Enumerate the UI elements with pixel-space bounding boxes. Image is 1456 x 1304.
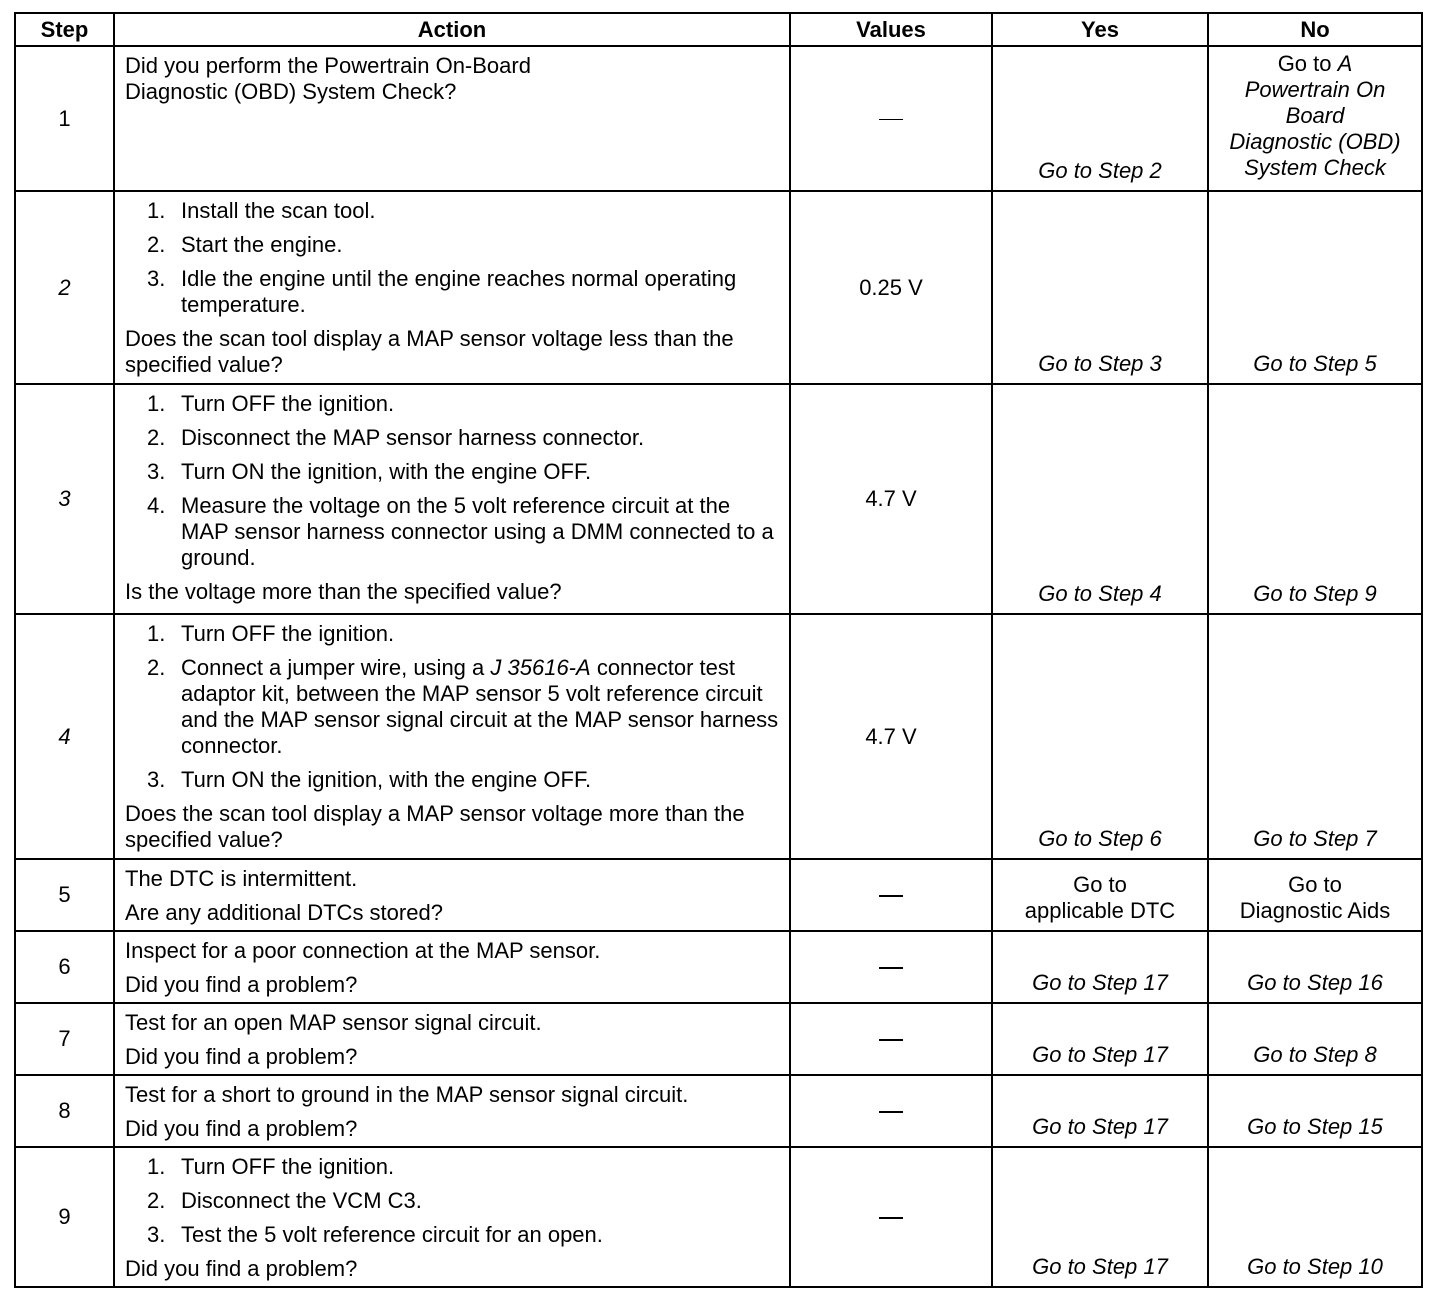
- list-item: 2. Start the engine.: [147, 232, 343, 257]
- table-row: [15, 1003, 1422, 1075]
- no-goto-prefix: Go to: [1288, 872, 1342, 897]
- diagnostic-table: [14, 12, 1423, 1288]
- list-item: 2. Disconnect the MAP sensor harness connector.: [147, 425, 645, 450]
- yes-cell: [992, 1003, 1208, 1075]
- action-cell: [114, 1075, 790, 1147]
- no-goto-ref: A: [1337, 51, 1353, 76]
- list-item: 1. Turn OFF the ignition.: [147, 391, 395, 416]
- list-item: 1. Turn OFF the ignition.: [147, 1154, 395, 1179]
- no-goto: Go to Step 8: [1253, 1042, 1377, 1067]
- instruction-list: [125, 621, 781, 793]
- no-cell: [1208, 384, 1422, 614]
- no-goto: Go to Step 15: [1247, 1114, 1383, 1139]
- dash-mark: [879, 895, 903, 897]
- yes-goto-ref: applicable DTC: [1024, 898, 1176, 923]
- yes-cell: [992, 191, 1208, 384]
- yes-cell: [992, 931, 1208, 1003]
- header-step: Step: [15, 13, 114, 46]
- no-cell: [1208, 1003, 1422, 1075]
- action-cell: [114, 859, 790, 931]
- no-cell: [1208, 1147, 1422, 1287]
- action-text: The DTC is intermittent.: [125, 866, 358, 891]
- yes-goto: Go to Step 17: [1032, 1042, 1168, 1067]
- yes-cell: [992, 1147, 1208, 1287]
- action-text: Test for an open MAP sensor signal circuit.: [125, 1010, 542, 1035]
- table-row: [15, 191, 1422, 384]
- dash-mark: [879, 1217, 903, 1219]
- yes-goto: Go to Step 17: [1032, 970, 1168, 995]
- dash-mark: [879, 1111, 903, 1113]
- header-values: Values: [790, 13, 992, 46]
- no-goto: Go to Step 9: [1253, 581, 1377, 606]
- yes-goto: Go to Step 6: [1038, 826, 1162, 851]
- table-row: [15, 931, 1422, 1003]
- value-cell: [790, 1003, 992, 1075]
- instruction-list: [125, 198, 781, 318]
- yes-cell: [992, 384, 1208, 614]
- list-item: 2. Connect a jumper wire, using a J 35616-A connector test adaptor kit, between the MAP sensor 5 volt reference circuit and the MAP sensor signal circuit at the MAP sensor harness connector.: [147, 655, 779, 758]
- value-cell: 0.25 V: [790, 191, 992, 384]
- dash-mark: [879, 119, 903, 121]
- table-row: [15, 46, 1422, 191]
- yes-cell: [992, 614, 1208, 859]
- question-text: Does the scan tool display a MAP sensor voltage less than the specified value?: [125, 326, 734, 377]
- no-goto-ref: System Check: [1244, 155, 1386, 180]
- action-text: Did you perform the Powertrain On-Board Diagnostic (OBD) System Check?: [125, 53, 531, 104]
- no-goto-ref: Board: [1285, 103, 1345, 128]
- table-row: [15, 859, 1422, 931]
- list-item: 2. Disconnect the VCM C3.: [147, 1188, 422, 1213]
- header-no: No: [1208, 13, 1422, 46]
- table-row: [15, 1147, 1422, 1287]
- value-cell: [790, 931, 992, 1003]
- list-item: 3. Test the 5 volt reference circuit for an open.: [147, 1222, 603, 1247]
- yes-goto: Go to Step 2: [1038, 158, 1162, 183]
- table-row: [15, 384, 1422, 614]
- action-cell: [114, 614, 790, 859]
- action-cell: [114, 1003, 790, 1075]
- no-goto-ref: Diagnostic (OBD): [1229, 129, 1401, 154]
- value-cell: [790, 859, 992, 931]
- table-row: [15, 1075, 1422, 1147]
- step-number: 4: [15, 614, 114, 859]
- yes-cell: [992, 859, 1208, 931]
- list-item: 4. Measure the voltage on the 5 volt reference circuit at the MAP sensor harness connector using a DMM connected to a ground.: [147, 493, 774, 570]
- no-goto-prefix: Go to: [1277, 51, 1332, 76]
- question-text: Did you find a problem?: [125, 1116, 358, 1141]
- question-text: Is the voltage more than the specified value?: [125, 579, 562, 604]
- no-cell: [1208, 191, 1422, 384]
- question-text: Did you find a problem?: [125, 972, 358, 997]
- no-goto: Go to Step 5: [1253, 351, 1377, 376]
- step-number: 2: [15, 191, 114, 384]
- value-cell: [790, 1147, 992, 1287]
- question-text: Are any additional DTCs stored?: [125, 900, 443, 925]
- question-text: Does the scan tool display a MAP sensor voltage more than the specified value?: [125, 801, 745, 852]
- no-cell: [1208, 1075, 1422, 1147]
- step-number: 8: [15, 1075, 114, 1147]
- value-cell: [790, 1075, 992, 1147]
- list-item: 3. Turn ON the ignition, with the engine OFF.: [147, 459, 592, 484]
- value-cell: [790, 46, 992, 191]
- no-goto-ref: Powertrain On: [1244, 77, 1386, 102]
- value-cell: 4.7 V: [790, 614, 992, 859]
- action-cell: [114, 384, 790, 614]
- yes-goto: Go to Step 17: [1032, 1114, 1168, 1139]
- instruction-list: [125, 1154, 781, 1248]
- list-item: 1. Turn OFF the ignition.: [147, 621, 395, 646]
- list-item: 3. Turn ON the ignition, with the engine OFF.: [147, 767, 592, 792]
- no-cell: [1208, 614, 1422, 859]
- no-cell: [1208, 859, 1422, 931]
- yes-cell: [992, 46, 1208, 191]
- action-cell: [114, 1147, 790, 1287]
- action-cell: [114, 191, 790, 384]
- step-number: 6: [15, 931, 114, 1003]
- step-number: 9: [15, 1147, 114, 1287]
- diagnostic-table-page: [14, 12, 1423, 1288]
- question-text: Did you find a problem?: [125, 1044, 358, 1069]
- dash-mark: [879, 1039, 903, 1041]
- table-row: [15, 614, 1422, 859]
- dash-mark: [879, 967, 903, 969]
- step-number: 7: [15, 1003, 114, 1075]
- action-text: Test for a short to ground in the MAP sensor signal circuit.: [125, 1082, 689, 1107]
- no-goto-ref: Diagnostic Aids: [1239, 898, 1391, 923]
- no-goto: Go to Step 16: [1247, 970, 1383, 995]
- step-number: 3: [15, 384, 114, 614]
- yes-goto: Go to Step 3: [1038, 351, 1162, 376]
- no-goto: Go to Step 7: [1253, 826, 1377, 851]
- instruction-list: [125, 391, 781, 571]
- yes-goto-prefix: Go to: [1073, 872, 1127, 897]
- no-cell: [1208, 46, 1422, 191]
- header-action: Action: [114, 13, 790, 46]
- action-cell: [114, 46, 790, 191]
- yes-cell: [992, 1075, 1208, 1147]
- no-goto: Go to Step 10: [1247, 1254, 1383, 1279]
- step-number: 5: [15, 859, 114, 931]
- action-text: Inspect for a poor connection at the MAP sensor.: [125, 938, 601, 963]
- value-cell: 4.7 V: [790, 384, 992, 614]
- header-row: [15, 13, 1422, 46]
- list-item: 1. Install the scan tool.: [147, 198, 376, 223]
- yes-goto: Go to Step 4: [1038, 581, 1162, 606]
- yes-goto: Go to Step 17: [1032, 1254, 1168, 1279]
- action-cell: [114, 931, 790, 1003]
- tool-name: J 35616-A: [490, 655, 591, 680]
- step-number: 1: [15, 46, 114, 191]
- question-text: Did you find a problem?: [125, 1256, 358, 1281]
- list-item: 3. Idle the engine until the engine reaches normal operating temperature.: [147, 266, 737, 317]
- no-cell: [1208, 931, 1422, 1003]
- header-yes: Yes: [992, 13, 1208, 46]
